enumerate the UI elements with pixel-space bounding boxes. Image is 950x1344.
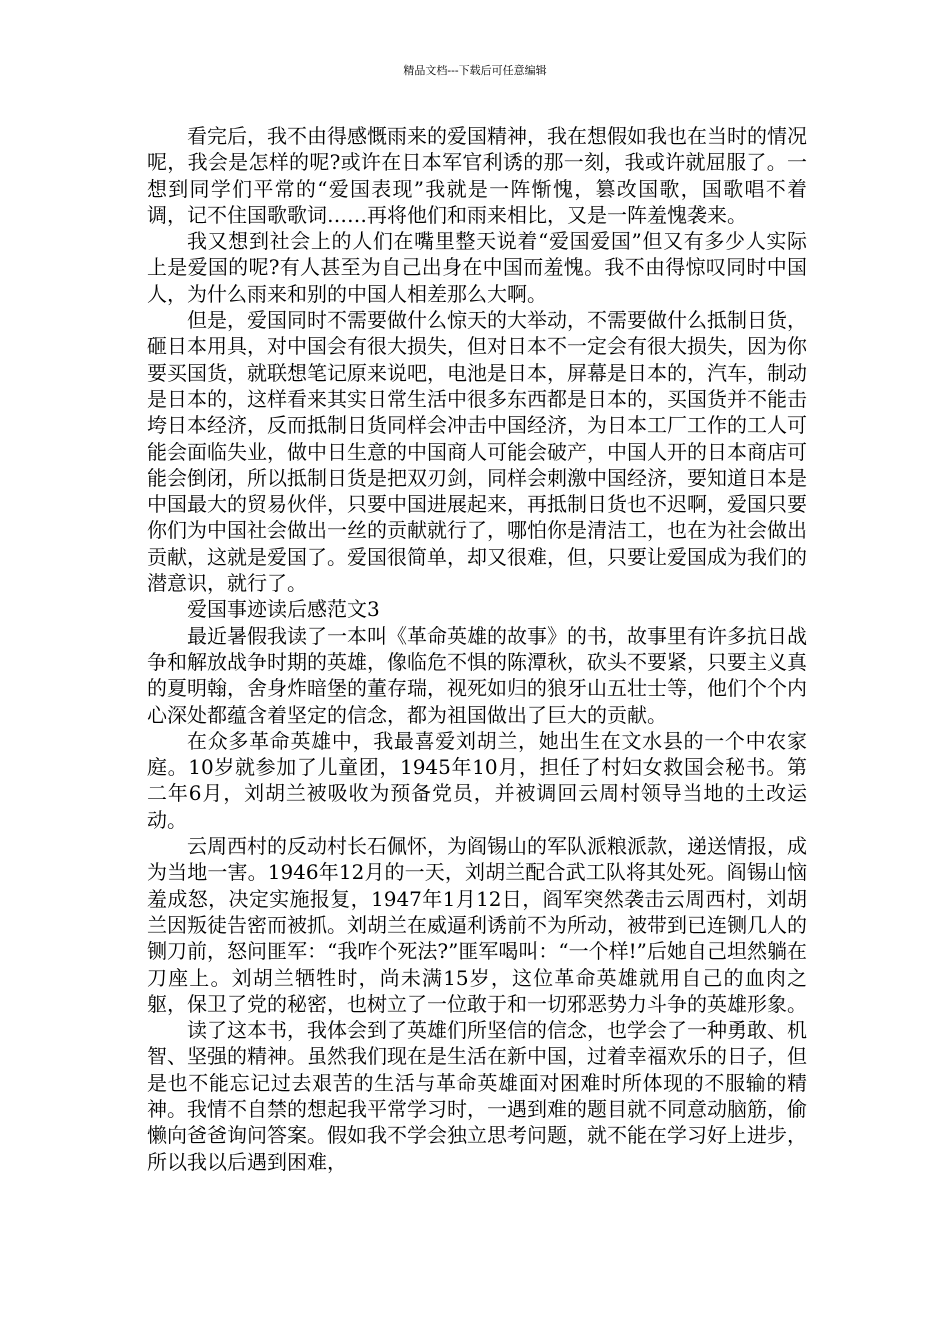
paragraph: 读了这本书，我体会到了英雄们所坚信的信念，也学会了一种勇敢、机智、坚强的精神。虽然我们现在是生活在新中国，过着幸福欢乐的日子，但是也不能忘记过去艰苦的生活与革命英雄面对困难时所体现的不服输的精神。我情不自禁的想起我平常学习时，一遇到难的题目就不同意动脑筋，偷懒向爸爸询问答案。假如我不学会独立思考问题，就不能在学习好上进步，所以我以后遇到困难， <box>147 1018 807 1174</box>
document-body <box>147 123 807 1175</box>
paragraph: 但是，爱国同时不需要做什么惊天的大举动，不需要做什么抵制日货，砸日本用具，对中国会有很大损失，但对日本不一定会有很大损失，因为你要买国货，就联想笔记原来说吧，电池是日本，屏幕是日本的，汽车，制动是日本的，这样看来其实日常生活中很多东西都是日本的，买国货并不能击垮日本经济，反而抵制日货同样会冲击中国经济，为日本工厂工作的工人可能会面临失业，做中日生意的中国商人可能会破产，中国人开的日本商店可能会倒闭，所以抵制日货是把双刃剑，同样会刺激中国经济，要知道日本是中国最大的贸易伙伴，只要中国进展起来，再抵制日货也不迟啊，爱国只要你们为中国社会做出一丝的贡献就行了，哪怕你是清洁工，也在为社会做出贡献，这就是爱国了。爱国很简单，却又很难，但，只要让爱国成为我们的潜意识，就行了。 <box>147 308 807 596</box>
paragraph: 看完后，我不由得感慨雨来的爱国精神，我在想假如我也在当时的情况呢，我会是怎样的呢?或许在日本军官利诱的那一刻，我或许就屈服了。一想到同学们平常的“爱国表现”我就是一阵惭愧，篡改国歌，国歌唱不着调，记不住国歌歌词……再将他们和雨来相比，又是一阵羞愧袭来。 <box>147 124 807 227</box>
paragraph: 我又想到社会上的人们在嘴里整天说着“爱国爱国”但又有多少人实际上是爱国的呢?有人甚至为自己出身在中国而羞愧。我不由得惊叹同时中国人，为什么雨来和别的中国人相差那么大啊。 <box>147 229 807 306</box>
page-header: 精品文档---下载后可任意编辑 <box>403 64 547 77</box>
paragraph: 在众多革命英雄中，我最喜爱刘胡兰，她出生在文水县的一个中农家庭。10岁就参加了儿童团，1945年10月，担任了村妇女救国会秘书。第二年6月，刘胡兰被吸收为预备党员，并被调回云周村领导当地的土改运动。 <box>147 728 807 832</box>
section-heading: 爱国事迹读后感范文3 <box>187 597 380 622</box>
paragraph: 最近暑假我读了一本叫《革命英雄的故事》的书，故事里有许多抗日战争和解放战争时期的英雄，像临危不惧的陈潭秋，砍头不要紧，只要主义真的夏明翰，舍身炸暗堡的董存瑞，视死如归的狼牙山五壮士等，他们个个内心深处都蕴含着坚定的信念，都为祖国做出了巨大的贡献。 <box>147 623 807 727</box>
paragraph: 云周西村的反动村长石佩怀，为阎锡山的军队派粮派款，递送情报，成为当地一害。1946年12月的一天，刘胡兰配合武工队将其处死。阎锡山恼羞成怒，决定实施报复，1947年1月12日，阎军突然袭击云周西村，刘胡兰因叛徒告密而被抓。刘胡兰在威逼利诱前不为所动，被带到已连铡几人的铡刀前，怒问匪军：“我咋个死法?”匪军喝叫：“一个样!”后她自己坦然躺在刀座上。刘胡兰牺牲时，尚未满15岁，这位革命英雄就用自己的血肉之躯，保卫了党的秘密，也树立了一位敢于和一切邪恶势力斗争的英雄形象。 <box>147 834 807 1016</box>
